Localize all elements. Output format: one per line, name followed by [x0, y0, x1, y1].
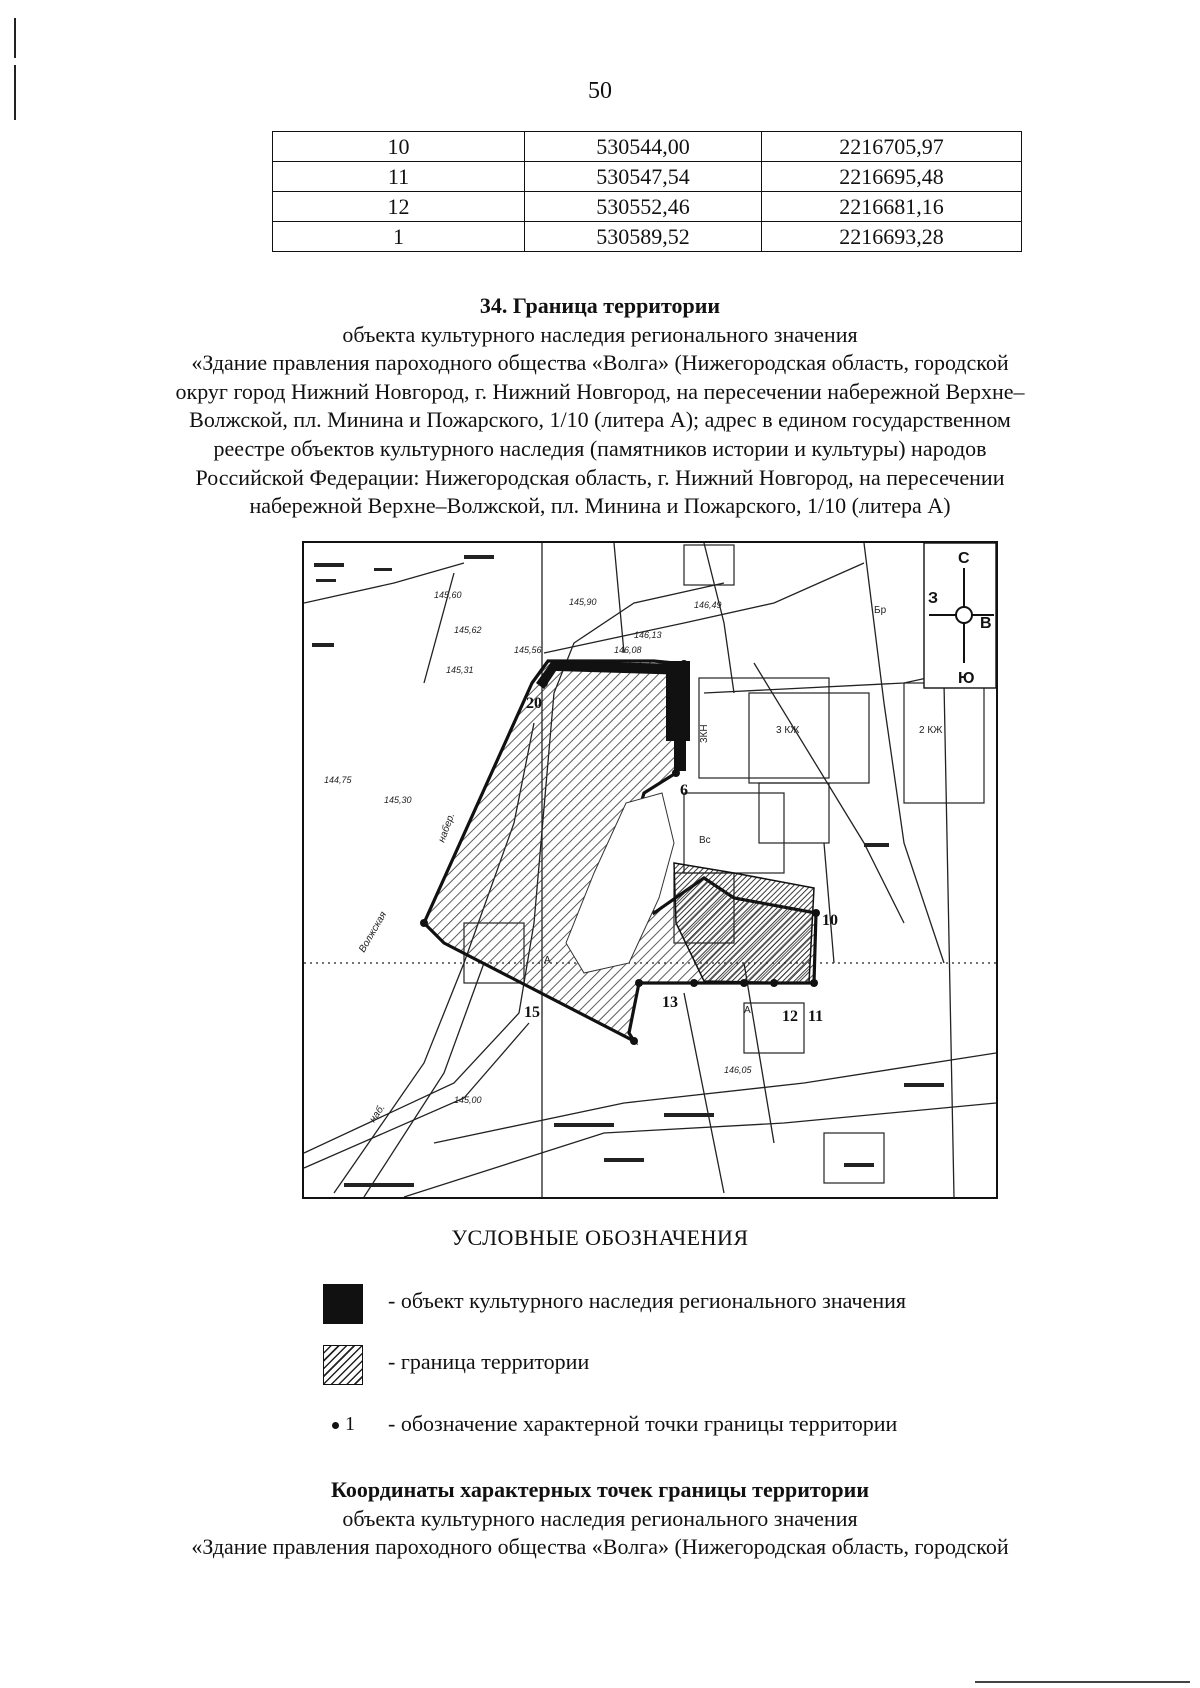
svg-text:145,31: 145,31 [446, 665, 474, 675]
x-coordinate-cell: 530544,00 [525, 132, 762, 162]
table-row [273, 192, 1022, 222]
svg-text:3КН: 3КН [699, 724, 710, 743]
point-label: 13 [662, 994, 678, 1011]
svg-text:А: А [744, 1005, 751, 1016]
coordinates-line: «Здание правления пароходного общества «Волга» (Нижегородская область, городской [191, 1534, 1009, 1560]
table-row [273, 162, 1022, 192]
section-line: реестре объектов культурного наследия (памятников истории и культуры) народов [213, 435, 987, 461]
compass-rose [924, 543, 996, 688]
section-line: округ город Нижний Новгород, г. Нижний Новгород, на пересечении набережной Верхне– [175, 378, 1025, 404]
point-marker-number: 1 [345, 1413, 355, 1435]
svg-text:145,30: 145,30 [384, 795, 412, 805]
street-labels [357, 811, 457, 1125]
y-coordinate-cell: 2216693,28 [762, 222, 1022, 252]
y-coordinate-cell: 2216705,97 [762, 132, 1022, 162]
x-coordinate-cell: 530589,52 [525, 222, 762, 252]
section-line: Волжской, пл. Минина и Пожарского, 1/10 (литера А); адрес в едином государственном [189, 407, 1011, 433]
section-line: объекта культурного наследия регионального значения [342, 321, 858, 347]
left-margin-bar-top [14, 18, 16, 58]
section-heading [170, 292, 1030, 521]
svg-text:145,56: 145,56 [514, 645, 542, 655]
compass-north: С [958, 550, 970, 567]
heritage-object-swatch [323, 1284, 363, 1324]
svg-text:146,08: 146,08 [614, 645, 642, 655]
legend-item-heritage: - объект культурного наследия регионального значения [388, 1288, 907, 1313]
y-coordinate-cell: 2216681,16 [762, 192, 1022, 222]
svg-text:3 КЖ: 3 КЖ [776, 725, 800, 736]
svg-text:145,00: 145,00 [454, 1095, 482, 1105]
legend-title: УСЛОВНЫЕ ОБОЗНАЧЕНИЯ [451, 1225, 749, 1250]
point-label: 15 [524, 1004, 540, 1021]
compass-east: В [980, 615, 992, 632]
legend-item-territory: - граница территории [388, 1349, 590, 1374]
point-label: 10 [822, 912, 838, 929]
svg-text:145,62: 145,62 [454, 625, 482, 635]
point-dot-icon [332, 1422, 339, 1429]
point-marker-sample [332, 1413, 355, 1436]
compass-west: З [928, 590, 939, 607]
legend-item-point: - обозначение характерной точки границы территории [388, 1411, 898, 1436]
svg-text:Бр: Бр [874, 605, 887, 616]
section-title: 34. Граница территории [479, 293, 721, 318]
svg-text:2 КЖ: 2 КЖ [919, 725, 943, 736]
svg-text:144,75: 144,75 [324, 775, 352, 785]
point-number-cell: 1 [273, 222, 525, 252]
table-row [273, 132, 1022, 162]
svg-text:145,60: 145,60 [434, 590, 462, 600]
point-label: 12 [782, 1008, 798, 1025]
svg-text:А: А [544, 955, 551, 966]
y-coordinate-cell: 2216695,48 [762, 162, 1022, 192]
coordinates-line: объекта культурного наследия регионального значения [342, 1505, 858, 1531]
coordinates-table-continued [272, 131, 1022, 252]
svg-text:146,13: 146,13 [634, 630, 662, 640]
svg-text:Волжская: Волжская [357, 909, 390, 955]
x-coordinate-cell: 530552,46 [525, 192, 762, 222]
compass-south: Ю [958, 670, 975, 687]
x-coordinate-cell: 530547,54 [525, 162, 762, 192]
svg-text:146,49: 146,49 [694, 600, 722, 610]
cadastral-map [302, 541, 998, 1199]
svg-text:146,05: 146,05 [724, 1065, 752, 1075]
point-label: 11 [808, 1008, 824, 1025]
svg-text:145,90: 145,90 [569, 597, 597, 607]
page-number: 50 [588, 78, 612, 104]
point-number-cell: 10 [273, 132, 525, 162]
svg-text:набер.: набер. [436, 811, 458, 845]
svg-text:наб.: наб. [367, 1102, 388, 1125]
section-line: Российской Федерации: Нижегородская область, г. Нижний Новгород, на пересечении [195, 464, 1005, 490]
coordinates-heading [170, 1476, 1030, 1562]
section-line: «Здание правления пароходного общества «Волга» (Нижегородская область, городской [191, 350, 1009, 376]
section-line: набережной Верхне–Волжской, пл. Минина и Пожарского, 1/10 (литера А) [249, 493, 951, 519]
territory-boundary-swatch [323, 1345, 363, 1385]
point-label: 20 [526, 695, 542, 712]
footer-rule [975, 1681, 1190, 1683]
coordinates-title: Координаты характерных точек границы территории [330, 1477, 870, 1502]
point-number-cell: 11 [273, 162, 525, 192]
point-label: 6 [680, 782, 688, 799]
svg-text:Вс: Вс [699, 835, 711, 846]
point-number-cell: 12 [273, 192, 525, 222]
table-row [273, 222, 1022, 252]
